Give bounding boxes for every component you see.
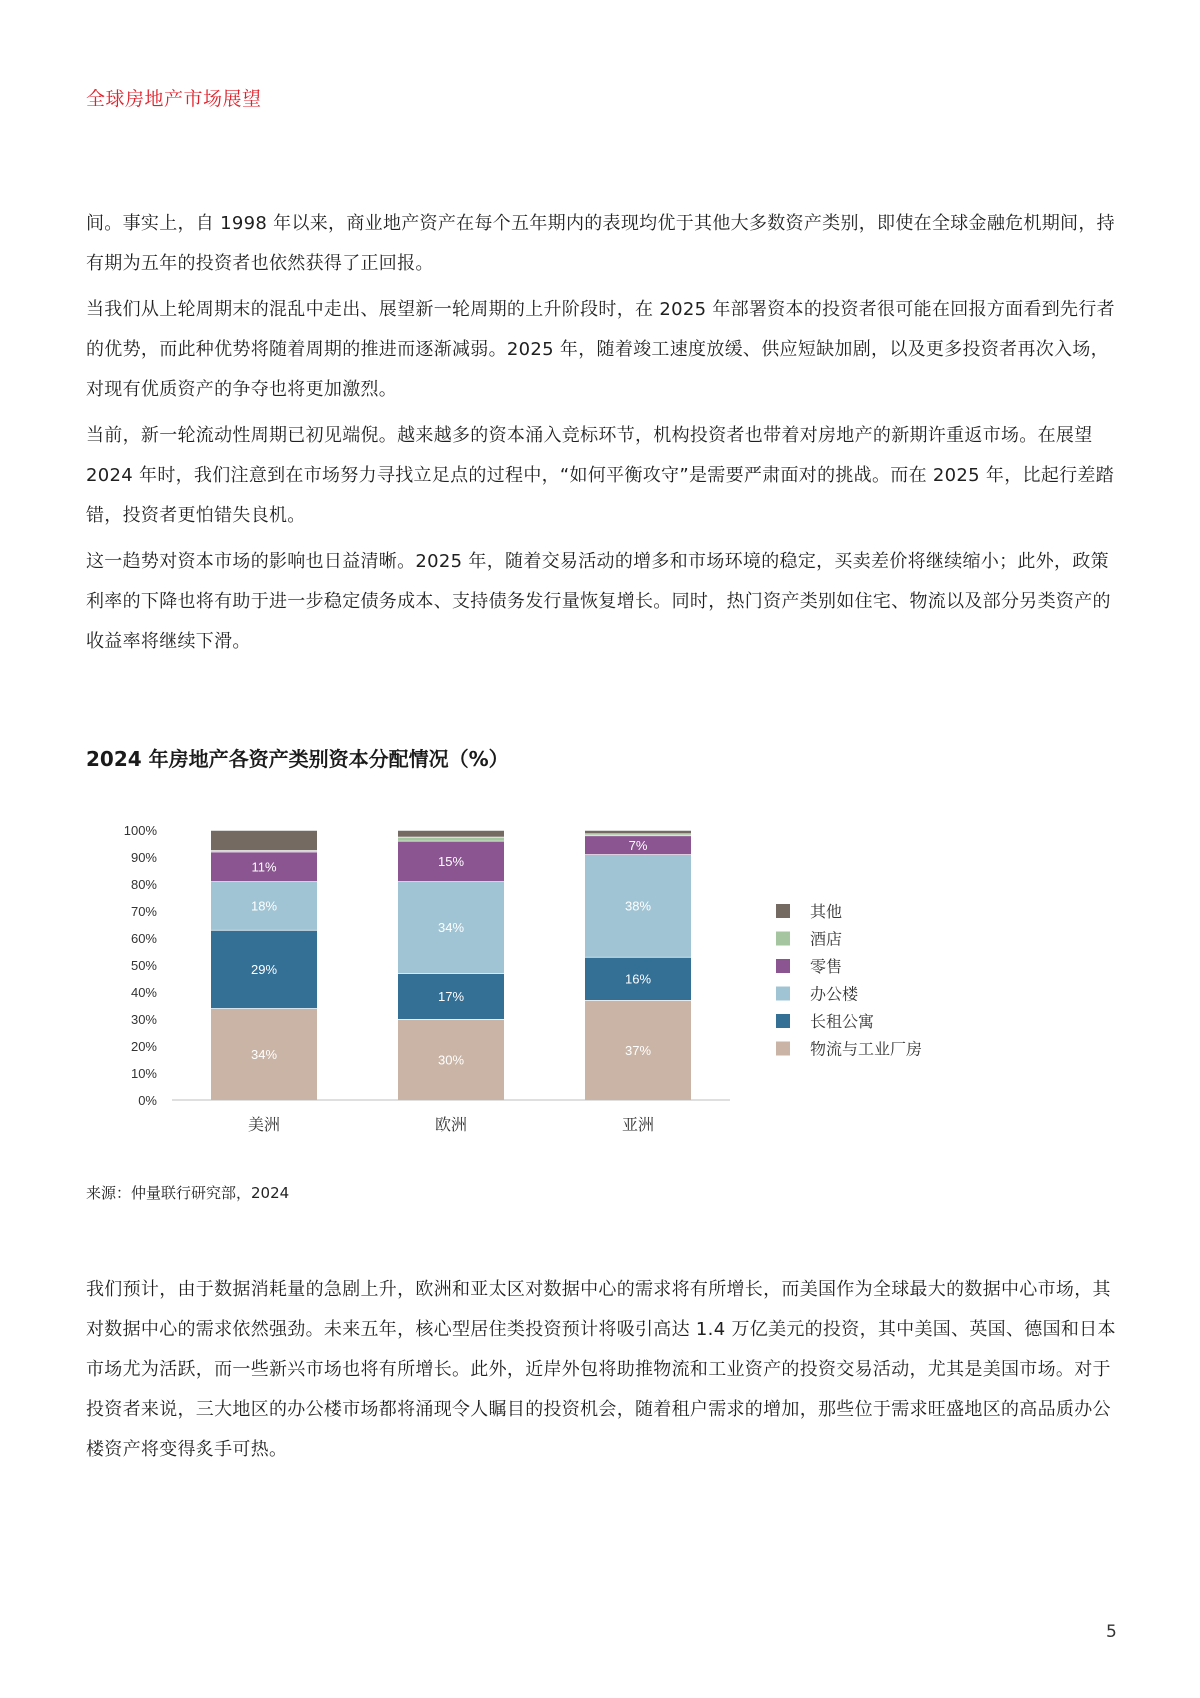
y-tick-label: 0% <box>138 1093 157 1108</box>
x-category-label: 欧洲 <box>434 1115 468 1134</box>
data-label: 16% <box>624 971 652 987</box>
y-tick-label: 60% <box>130 931 157 946</box>
chart-source-note: 来源：仲量联行研究部，2024 <box>86 1184 290 1202</box>
y-tick-label: 80% <box>130 877 157 892</box>
y-tick-label: 30% <box>130 1012 157 1027</box>
data-label: 37% <box>624 1043 652 1059</box>
page-number: 5 <box>1106 1622 1117 1642</box>
data-label: 34% <box>250 1047 278 1063</box>
data-label: 11% <box>251 859 277 875</box>
data-label: 7% <box>628 837 648 853</box>
data-label: 15% <box>437 854 465 870</box>
data-label: 34% <box>437 920 465 936</box>
bar-segment <box>211 830 317 850</box>
paragraph: 当我们从上轮周期末的混乱中走出、展望新一轮周期的上升阶段时，在 2025 年部署资本的投资者很可能在回报方面看到先行者的优势，而此种优势将随着周期的推进而逐渐减弱。2025 年，随着竣工速度放缓、供应短缺加剧，以及更多投资者再次入场，对现有优质资产的争夺也将更加激烈。 <box>86 299 1115 400</box>
data-label: 38% <box>624 898 652 914</box>
paragraph: 当前，新一轮流动性周期已初见端倪。越来越多的资本涌入竞标环节，机构投资者也带着对房地产的新期许重返市场。在展望 2024 年时，我们注意到在市场努力寻找立足点的过程中，“如何平衡攻守”是需要严肃面对的挑战。而在 2025 年，比起行差踏错，投资者更怕错失良机。 <box>86 425 1115 526</box>
paragraph: 间。事实上，自 1998 年以来，商业地产资产在每个五年期内的表现均优于其他大多数资产类别，即使在全球金融危机期间，持有期为五年的投资者也依然获得了正回报。 <box>86 213 1115 274</box>
y-tick-label: 90% <box>130 850 157 865</box>
legend-label: 办公楼 <box>810 984 859 1004</box>
y-tick-label: 40% <box>130 985 157 1000</box>
legend-swatch <box>776 959 790 973</box>
paragraph: 我们预计，由于数据消耗量的急剧上升，欧洲和亚太区对数据中心的需求将有所增长，而美国作为全球最大的数据中心市场，其对数据中心的需求依然强劲。未来五年，核心型居住类投资预计将吸引高达 1.4 万亿美元的投资，其中美国、英国、德国和日本市场尤为活跃，而一些新兴市场也将有所增长。此外，近岸外包将助推物流和工业资产的投资交易活动，尤其是美国市场。对于投资者来说，三大地区的办公楼市场都将涌现令人瞩目的投资机会，随着租户需求的增加，那些位于需求旺盛地区的高品质办公楼资产将变得炙手可热。 <box>86 1279 1116 1460</box>
legend-label: 零售 <box>810 957 843 976</box>
legend-swatch <box>776 1014 790 1028</box>
x-category-label: 亚洲 <box>621 1115 655 1134</box>
legend-label: 酒店 <box>810 929 843 949</box>
legend-label: 长租公寓 <box>810 1012 875 1031</box>
data-label: 30% <box>437 1052 465 1068</box>
y-tick-label: 10% <box>130 1066 157 1081</box>
y-tick-label: 70% <box>130 904 157 919</box>
bar-segment <box>398 830 504 837</box>
legend-swatch <box>776 904 790 918</box>
paragraph: 这一趋势对资本市场的影响也日益清晰。2025 年，随着交易活动的增多和市场环境的稳定，买卖差价将继续缩小；此外，政策利率的下降也将有助于进一步稳定债务成本、支持债务发行量恢复增长。同时，热门资产类别如住宅、物流以及部分另类资产的收益率将继续下滑。 <box>86 551 1111 652</box>
legend-swatch <box>776 987 790 1001</box>
legend-label: 物流与工业厂房 <box>810 1039 923 1059</box>
legend-swatch <box>776 932 790 946</box>
legend-label: 其他 <box>810 902 843 921</box>
y-tick-label: 100% <box>123 823 157 838</box>
y-tick-label: 50% <box>130 958 157 973</box>
chart-title: 2024 年房地产各资产类别资本分配情况（%） <box>86 747 509 771</box>
data-label: 17% <box>437 989 465 1005</box>
data-label: 29% <box>250 962 278 978</box>
x-category-label: 美洲 <box>247 1115 281 1134</box>
data-label: 18% <box>250 898 278 914</box>
legend-swatch <box>776 1042 790 1056</box>
outro-text-block <box>86 1270 1126 1476</box>
y-tick-label: 20% <box>130 1039 157 1054</box>
page-header-title: 全球房地产市场展望 <box>86 88 262 110</box>
